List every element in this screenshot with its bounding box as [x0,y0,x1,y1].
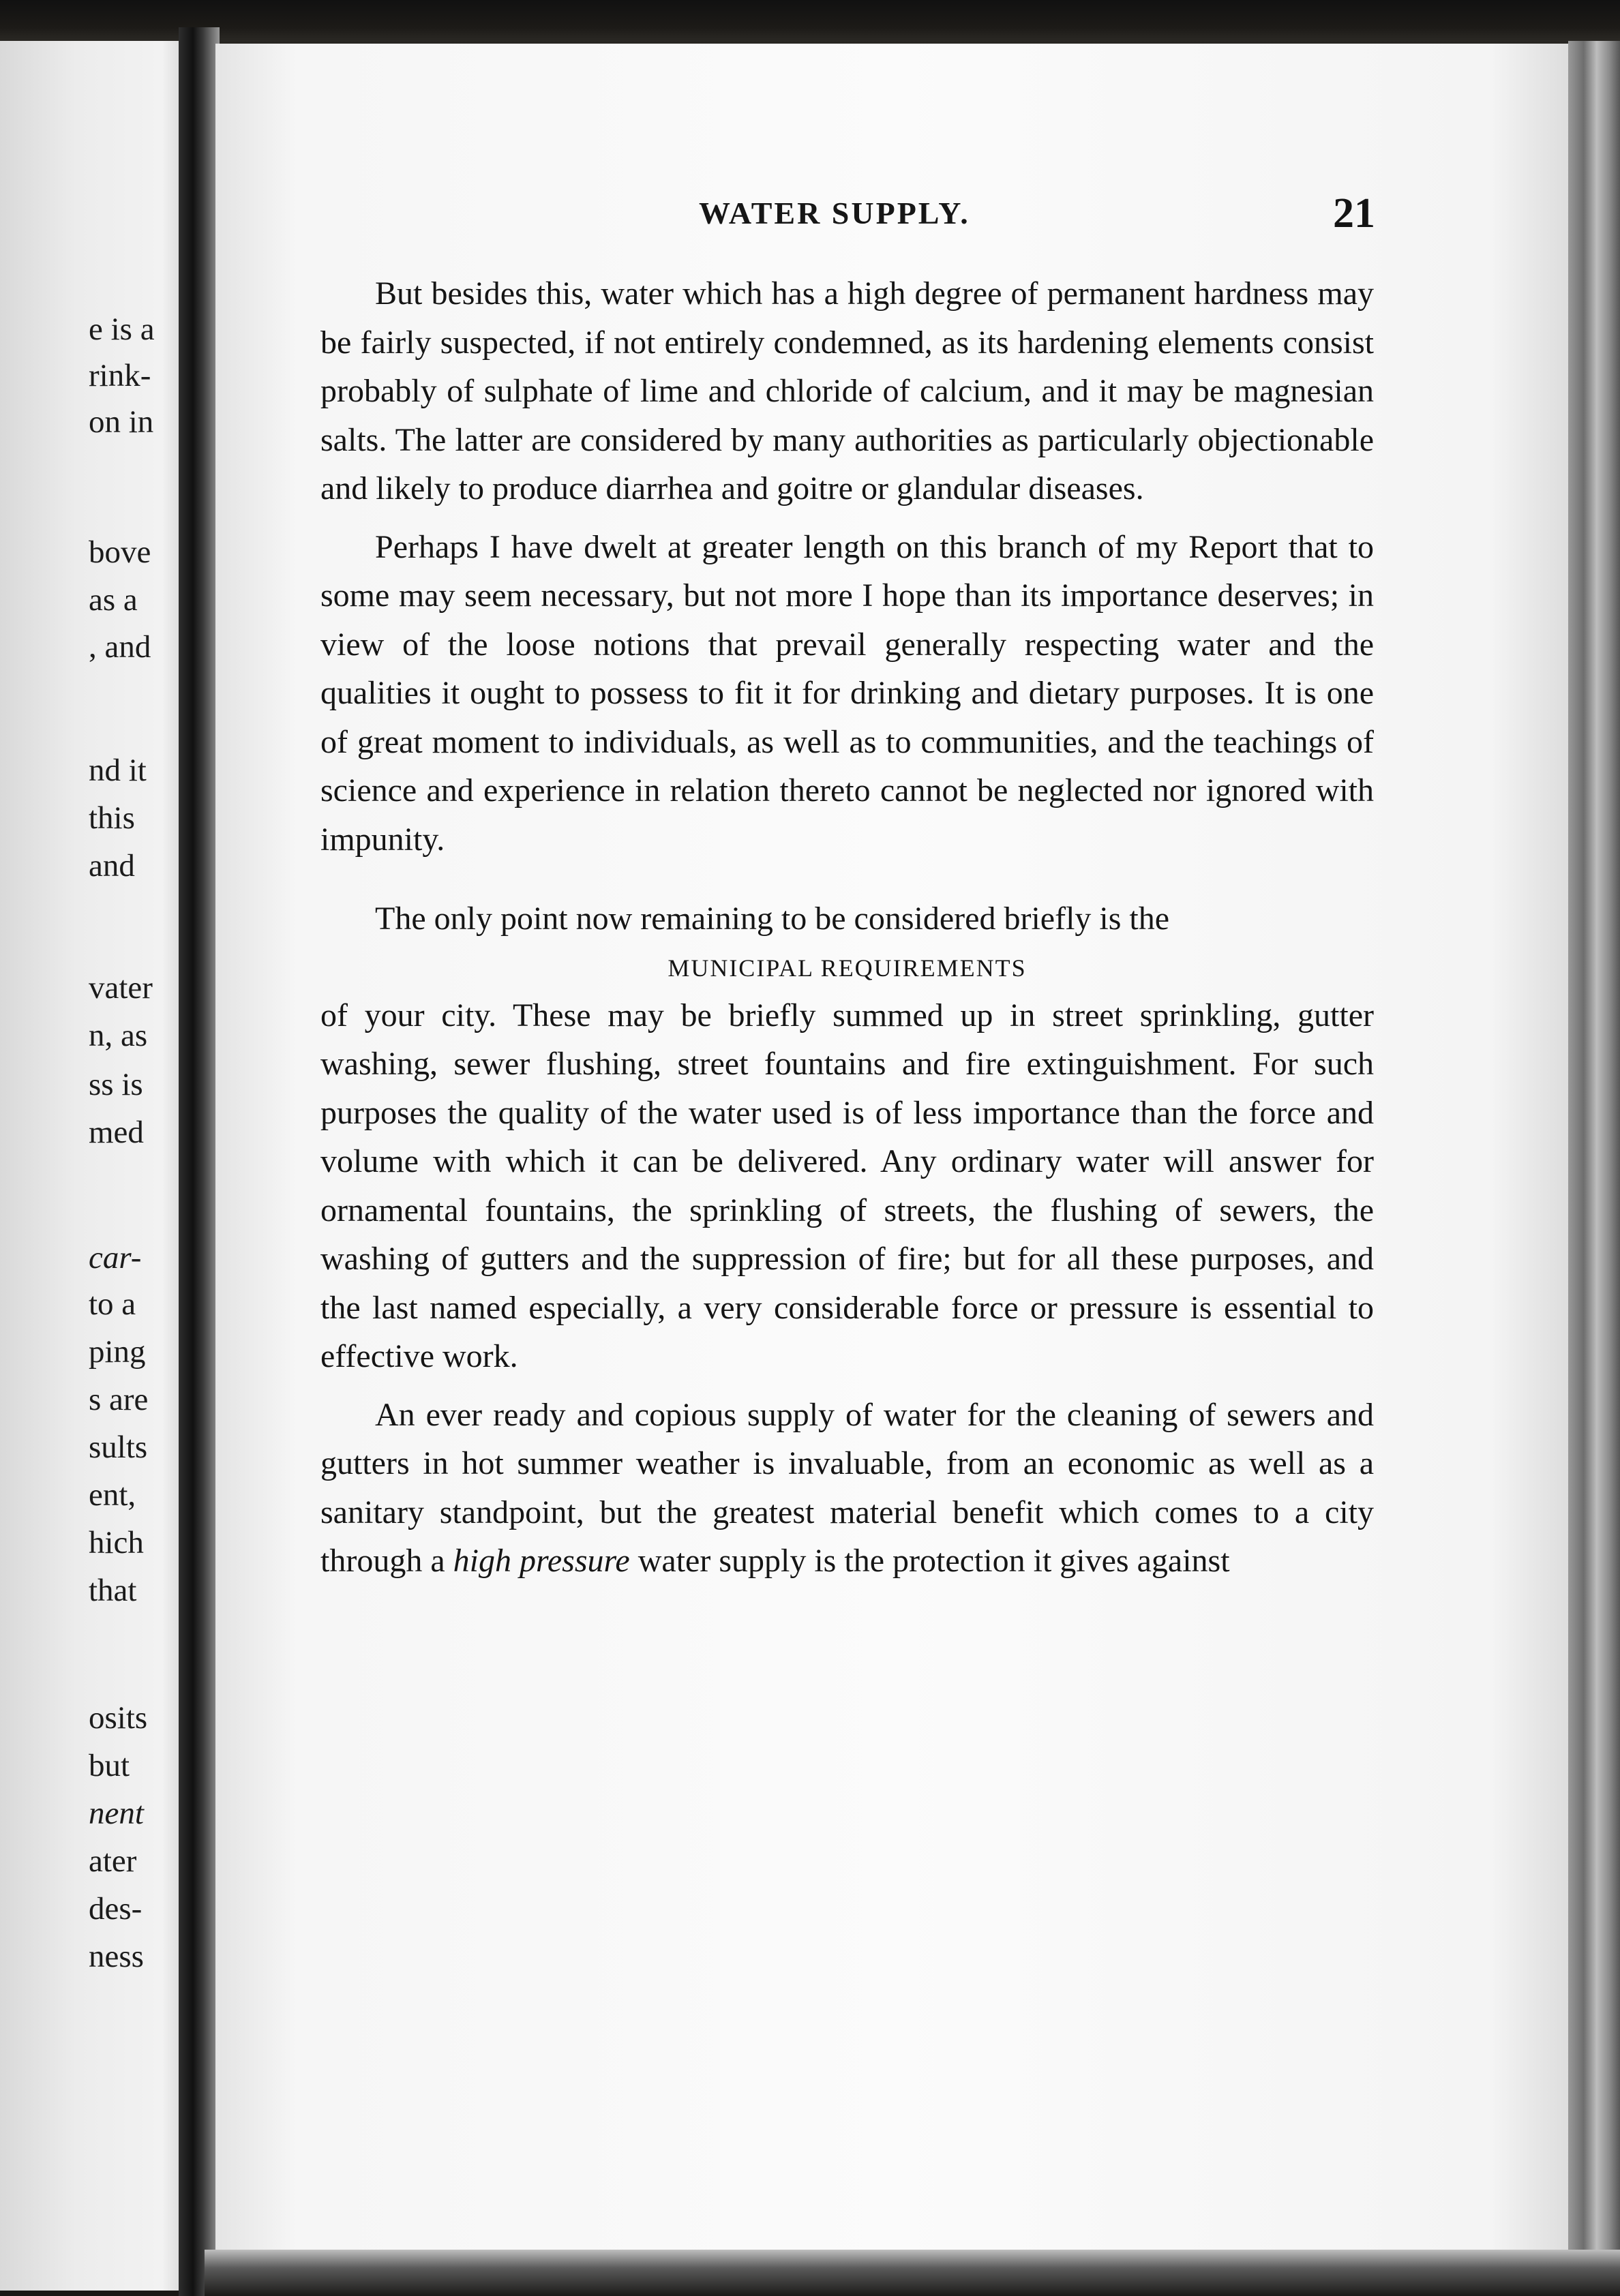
left-page-fragment: ent, [89,1477,136,1513]
left-page-fragment: bove [89,534,151,570]
left-page-fragment: rink- [89,358,151,393]
book-gutter [179,27,220,2296]
left-page-fragment: that [89,1573,137,1608]
previous-page-edge [0,41,191,2291]
page-stack-edge [1568,41,1620,2296]
left-page-fragment: n, as [89,1018,148,1053]
left-page-fragment: osits [89,1700,148,1736]
paragraph-municipal: of your city. These may be briefly summed up in street sprinkling, gutter washing, sewer flushing, street fountains and fire extinguishment. For such purposes the quality of the water used is of less importance than the force and volume with which it can be delivered. Any ordinary water will answer for ornamental fountains, the sprinkling of streets, the flushing of sewers, the washing of gutters and the suppression of fire; but for all these purposes, and the last named especially, a very considerable force or pressure is essential to effective work. [320,997,1374,1374]
left-page-fragment: s are [89,1382,149,1417]
left-page-fragment: nd it [89,753,147,788]
left-page-fragment: ness [89,1939,144,1974]
running-title: WATER SUPPLY. [699,196,970,230]
left-page-fragment: sults [89,1430,148,1465]
left-page-fragment: to a [89,1286,136,1322]
paragraph-remaining-point: The only point now remaining to be considered briefly is the [375,901,1170,937]
paragraph-hardness: But besides this, water which has a high degree of permanent hardness may be fairly suspected, if not entirely condemned, as its hardening elements consist probably of sulphate of lime and chloride of calcium, and it may be magnesian salts. The latter are considered by many authorities as particularly objectionable and likely to produce diarrhea and goitre or glandular diseases. [320,275,1374,507]
left-page-fragment: and [89,848,135,883]
page-body [320,269,1374,1586]
emphasis-high-pressure: high pressure [453,1543,630,1579]
paragraph-high-pressure-start: An ever ready and copious supply of water for the cleaning of sewers and gutters in hot summer weather is invaluable, from an economic as well as a sanitary standpoint, but the greatest material benefit which comes to a city through a [320,1396,1374,1579]
paragraph-high-pressure [320,1391,1374,1586]
left-page-fragment: as a [89,582,138,618]
left-page-fragment: ater [89,1843,137,1879]
page-bottom-edge [205,2250,1620,2296]
left-page-fragment: this [89,800,135,836]
page-number: 21 [1333,190,1375,237]
left-page-fragment: nent [89,1796,144,1831]
left-page-fragment: ping [89,1334,146,1370]
left-page-fragment: on in [89,404,154,440]
paragraph-high-pressure-end: water supply is the protection it gives against [638,1543,1230,1579]
left-page-fragment: car- [89,1240,142,1275]
left-page-fragment: med [89,1115,144,1150]
left-page-fragment: ss is [89,1067,143,1102]
paragraph-report: Perhaps I have dwelt at greater length on this branch of my Report that to some may seem necessary, but not more I hope than its importance deserves; in view of the loose notions that prevail generally respecting water and the qualities it ought to possess to fit it for drinking and dietary purposes. It is one of great moment to individuals, as well as to communities, and the teachings of science and experience in relation thereto cannot be neglected nor ignored with impunity. [320,528,1374,858]
left-page-fragment: e is a [89,312,155,347]
left-page-fragment: vater [89,970,153,1006]
section-heading: MUNICIPAL REQUIREMENTS [668,954,1027,982]
left-page-fragment: des- [89,1891,142,1927]
left-page-fragment: hich [89,1525,144,1560]
left-page-fragment: , and [89,629,151,665]
left-page-fragment: but [89,1748,130,1783]
